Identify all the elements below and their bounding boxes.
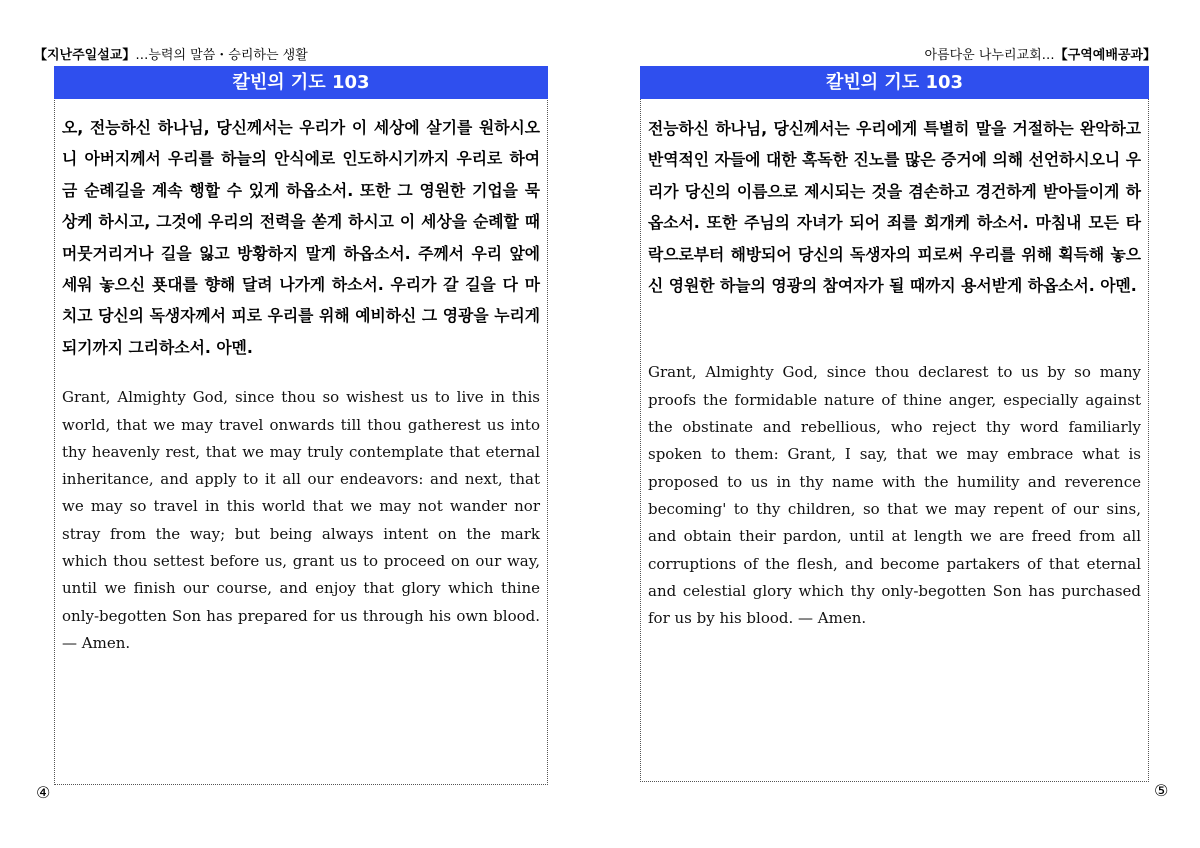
page-right-korean-prayer: 전능하신 하나님, 당신께서는 우리에게 특별히 말을 거절하는 완악하고 반역적인 자들에 대한 혹독한 진노를 많은 증거에 의해 선언하시오니 우리가 당신의 이름으로 제시되는 것을 겸손하고 경건하게 받아들이게 하옵소서. 또한 주님의 자녀가 되어 죄를 회개케 하소서. 마침내 모든 타락으로부터 해방되어 당신의 독생자의 피로써 우리를 위해 획득해 놓으신 영원한 하늘의 영광의 참여자가 될 때까지 용서받게 하옵소서. 아멘. bbox=[648, 119, 1141, 296]
page-left-korean-prayer: 오, 전능하신 하나님, 당신께서는 우리가 이 세상에 살기를 원하시오니 아버지께서 우리를 하늘의 안식에로 인도하시기까지 우리로 하여금 순례길을 계속 행할 수 있게 하옵소서. 또한 그 영원한 기업을 묵상케 하시고, 그것에 우리의 전력을 쏟게 하시고 이 세상을 순례할 때 머뭇거리거나 길을 잃고 방황하지 말게 하옵소서. 주께서 우리 앞에 세워 놓으신 푯대를 향해 달려 나가게 하소서. 우리가 갈 길을 다 마치고 당신의 독생자께서 피로 우리를 위해 예비하신 그 영광을 누리게 되기까지 그리하소서. 아멘. bbox=[62, 118, 540, 357]
header-right-tag: 【구역예배공과】 bbox=[1054, 48, 1156, 63]
header-left-tag: 【지난주일설교】 bbox=[34, 48, 136, 63]
page-right-title: 칼빈의 기도 103 bbox=[640, 66, 1149, 99]
page-left-english-prayer: Grant, Almighty God, since thou so wishest us to live in this world, that we may travel onwards till thou gatherest us into thy heavenly rest, that we may truly contemplate that eternal inheritance, and apply to it all our endeavors: and next, that we may so travel in this world that we may not wander nor stray from the way; but being always intent on the mark which thou settest before us, grant us to proceed on our way, until we finish our course, and enjoy that glory which thine only-begotten Son has prepared for us through his own blood. — Amen. bbox=[62, 388, 540, 652]
page-left bbox=[54, 66, 548, 785]
page-right bbox=[640, 66, 1149, 782]
header-left bbox=[34, 47, 308, 65]
page-number-right: ⑤ bbox=[1154, 781, 1169, 800]
page-left-title: 칼빈의 기도 103 bbox=[54, 66, 548, 99]
header-left-text: …능력의 말씀・승리하는 생활 bbox=[135, 48, 308, 63]
page-right-english-prayer: Grant, Almighty God, since thou declarest to us by so many proofs the formidable nature of thine anger, especially against the obstinate and rebellious, who reject thy word familiarly spoken to them: Grant, I say, that we may embrace what is proposed to us in thy name with the humility and reverence becoming' to thy children, so that we may repent of our sins, and obtain their pardon, until at length we are freed from all corruptions of the flesh, and become partakers of that eternal and celestial glory which thy only-begotten Son has purchased for us by his blood. — Amen. bbox=[648, 363, 1141, 628]
header-right bbox=[924, 47, 1156, 65]
header-right-text: 아름다운 나누리교회… bbox=[924, 48, 1055, 63]
page-number-left: ④ bbox=[36, 783, 51, 802]
